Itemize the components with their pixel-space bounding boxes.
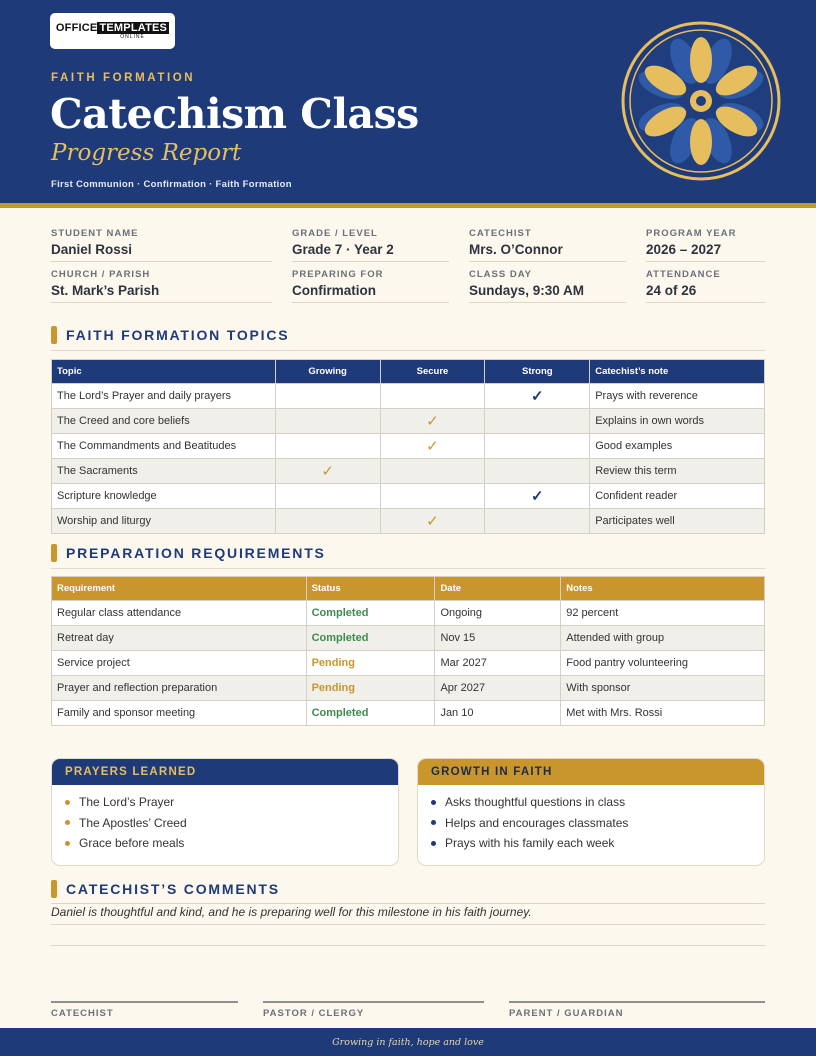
- empty-cell: [275, 434, 380, 459]
- parent-signature-line[interactable]: [509, 1001, 765, 1003]
- requirements-section-heading: PREPARATION REQUIREMENTS: [51, 544, 326, 562]
- requirement-cell: Family and sponsor meeting: [52, 701, 307, 726]
- table-row: [52, 434, 765, 459]
- program-tags: First Communion · Confirmation · Faith Formation: [51, 179, 292, 190]
- signature-label: PASTOR / CLERGY: [263, 1008, 365, 1019]
- flower-emblem-icon: [620, 20, 782, 182]
- requirement-cell: Retreat day: [52, 626, 307, 651]
- table-row: [52, 459, 765, 484]
- status-badge: Completed: [306, 626, 435, 651]
- column-header: Strong: [485, 360, 590, 384]
- notes-cell: 92 percent: [561, 601, 765, 626]
- date-cell: Apr 2027: [435, 676, 561, 701]
- column-header: Date: [435, 577, 561, 601]
- growth-in-faith-card: [417, 758, 765, 866]
- class-day-field: CLASS DAY Sundays, 9:30 AM: [469, 269, 626, 303]
- date-cell: Ongoing: [435, 601, 561, 626]
- status-badge: Pending: [306, 651, 435, 676]
- column-header: Notes: [561, 577, 765, 601]
- note-cell: Confident reader: [590, 484, 765, 509]
- check-icon: ✓: [380, 434, 485, 459]
- status-badge: Completed: [306, 601, 435, 626]
- prayers-learned-card: [51, 758, 399, 866]
- date-cell: Mar 2027: [435, 651, 561, 676]
- requirement-cell: Prayer and reflection preparation: [52, 676, 307, 701]
- footer-bar: [0, 1028, 816, 1056]
- table-row: [52, 601, 765, 626]
- section-rule: [51, 350, 765, 351]
- topics-table: [51, 359, 765, 534]
- status-badge: Pending: [306, 676, 435, 701]
- topic-cell: The Creed and core beliefs: [52, 409, 276, 434]
- notes-cell: Met with Mrs. Rossi: [561, 701, 765, 726]
- table-row: [52, 484, 765, 509]
- empty-cell: [275, 384, 380, 409]
- topics-header-row: [52, 360, 765, 384]
- column-header: Growing: [275, 360, 380, 384]
- empty-cell: [485, 434, 590, 459]
- parish-field: CHURCH / PARISH St. Mark’s Parish: [51, 269, 272, 303]
- requirement-cell: Regular class attendance: [52, 601, 307, 626]
- section-marker: [51, 326, 57, 344]
- notes-cell: Attended with group: [561, 626, 765, 651]
- list-item: Asks thoughtful questions in class: [431, 792, 764, 813]
- notes-cell: Food pantry volunteering: [561, 651, 765, 676]
- growth-list: [418, 785, 764, 854]
- empty-cell: [275, 509, 380, 534]
- empty-cell: [380, 459, 485, 484]
- card-heading: PRAYERS LEARNED: [52, 759, 398, 785]
- empty-cell: [380, 384, 485, 409]
- table-row: [52, 509, 765, 534]
- list-item: The Lord’s Prayer: [65, 792, 398, 813]
- empty-cell: [275, 484, 380, 509]
- catechist-comment-text[interactable]: Daniel is thoughtful and kind, and he is preparing well for this milestone in his faith journey.: [51, 905, 532, 919]
- list-item: Grace before meals: [65, 833, 398, 854]
- program-year-field: PROGRAM YEAR 2026 – 2027: [646, 228, 765, 262]
- requirements-table: [51, 576, 765, 726]
- card-heading: GROWTH IN FAITH: [418, 759, 764, 785]
- bullet-icon: [431, 841, 436, 846]
- section-marker: [51, 880, 57, 898]
- table-row: [52, 409, 765, 434]
- topic-cell: Scripture knowledge: [52, 484, 276, 509]
- note-cell: Participates well: [590, 509, 765, 534]
- table-row: [52, 676, 765, 701]
- empty-cell: [485, 459, 590, 484]
- topic-cell: The Lord’s Prayer and daily prayers: [52, 384, 276, 409]
- catechist-signature-line[interactable]: [51, 1001, 238, 1003]
- column-header: Secure: [380, 360, 485, 384]
- column-header: Catechist’s note: [590, 360, 765, 384]
- table-row: [52, 701, 765, 726]
- column-header: Status: [306, 577, 435, 601]
- column-header: Requirement: [52, 577, 307, 601]
- signature-label: PARENT / GUARDIAN: [509, 1008, 624, 1019]
- date-cell: Nov 15: [435, 626, 561, 651]
- requirement-cell: Service project: [52, 651, 307, 676]
- topic-cell: Worship and liturgy: [52, 509, 276, 534]
- section-rule: [51, 568, 765, 569]
- preparing-for-field: PREPARING FOR Confirmation: [292, 269, 449, 303]
- grade-field: GRADE / LEVEL Grade 7 · Year 2: [292, 228, 449, 262]
- empty-cell: [380, 484, 485, 509]
- table-row: [52, 626, 765, 651]
- bullet-icon: [65, 820, 70, 825]
- table-row: [52, 384, 765, 409]
- comment-line: [51, 924, 765, 925]
- page-title: Catechism Class: [50, 90, 419, 138]
- bullet-icon: [65, 841, 70, 846]
- check-icon: ✓: [275, 459, 380, 484]
- note-cell: Review this term: [590, 459, 765, 484]
- check-icon: ✓: [380, 409, 485, 434]
- pastor-signature-line[interactable]: [263, 1001, 484, 1003]
- status-badge: Completed: [306, 701, 435, 726]
- student-name-field: STUDENT NAME Daniel Rossi: [51, 228, 272, 262]
- topic-cell: The Sacraments: [52, 459, 276, 484]
- list-item: Prays with his family each week: [431, 833, 764, 854]
- bullet-icon: [431, 800, 436, 805]
- comments-section-heading: CATECHIST’S COMMENTS: [51, 880, 280, 898]
- date-cell: Jan 10: [435, 701, 561, 726]
- header-divider: [0, 203, 816, 208]
- office-templates-logo[interactable]: OFFICE TEMPLATES ONLINE: [50, 13, 175, 49]
- note-cell: Prays with reverence: [590, 384, 765, 409]
- topics-section-heading: FAITH FORMATION TOPICS: [51, 326, 289, 344]
- check-icon: ✓: [485, 484, 590, 509]
- empty-cell: [485, 409, 590, 434]
- section-marker: [51, 544, 57, 562]
- list-item: Helps and encourages classmates: [431, 813, 764, 834]
- empty-cell: [275, 409, 380, 434]
- page-subtitle: Progress Report: [51, 140, 242, 166]
- bullet-icon: [431, 820, 436, 825]
- list-item: The Apostles’ Creed: [65, 813, 398, 834]
- topic-cell: The Commandments and Beatitudes: [52, 434, 276, 459]
- footer-motto: Growing in faith, hope and love: [332, 1036, 484, 1048]
- table-row: [52, 651, 765, 676]
- check-icon: ✓: [380, 509, 485, 534]
- comment-line: [51, 945, 765, 946]
- note-cell: Explains in own words: [590, 409, 765, 434]
- requirements-header-row: [52, 577, 765, 601]
- attendance-field: ATTENDANCE 24 of 26: [646, 269, 765, 303]
- bullet-icon: [65, 800, 70, 805]
- catechist-field: CATECHIST Mrs. O’Connor: [469, 228, 626, 262]
- check-icon: ✓: [485, 384, 590, 409]
- eyebrow-label: FAITH FORMATION: [51, 72, 196, 84]
- signature-label: CATECHIST: [51, 1008, 114, 1019]
- comment-line: [51, 903, 765, 904]
- note-cell: Good examples: [590, 434, 765, 459]
- column-header: Topic: [52, 360, 276, 384]
- empty-cell: [485, 509, 590, 534]
- notes-cell: With sponsor: [561, 676, 765, 701]
- prayers-list: [52, 785, 398, 854]
